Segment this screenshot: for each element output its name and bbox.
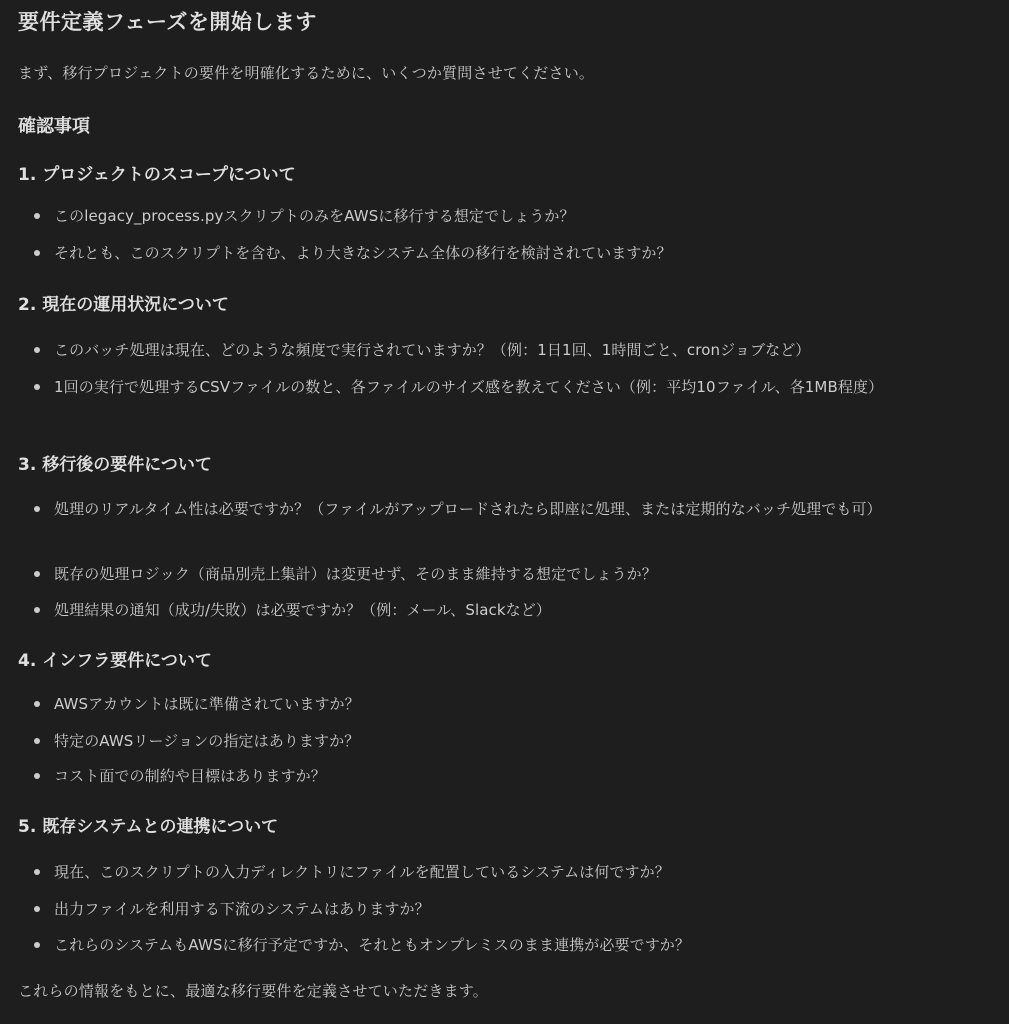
list-item: コスト面での制約や目標はありますか？ [54, 767, 326, 785]
list-item: 処理結果の通知（成功/失敗）は必要ですか？（例：メール、Slackなど） [54, 601, 551, 619]
list-item: それとも、このスクリプトを含む、より大きなシステム全体の移行を検討されていますか？ [54, 244, 672, 262]
bullet-icon [34, 607, 40, 613]
message-title: 要件定義フェーズを開始します [18, 10, 317, 34]
list-item: これらのシステムもAWSに移行予定ですか、それともオンプレミスのまま連携が必要ですか？ [54, 936, 690, 954]
list-item: このバッチ処理は現在、どのような頻度で実行されていますか？（例：1日1回、1時間ごと、cronジョブなど） [54, 341, 811, 359]
bullet-icon [34, 869, 40, 875]
section-2-title: 2. 現在の運用状況について [18, 295, 229, 315]
section-4-title: 4. インフラ要件について [18, 651, 212, 671]
section-5-title: 5. 既存システムとの連携について [18, 817, 279, 837]
list-item: 特定のAWSリージョンの指定はありますか？ [54, 732, 360, 750]
confirmation-heading: 確認事項 [18, 116, 90, 137]
list-item: AWSアカウントは既に準備されていますか？ [54, 695, 360, 713]
bullet-icon [34, 942, 40, 948]
closing-text: これらの情報をもとに、最適な移行要件を定義させていただきます。 [18, 982, 489, 1000]
section-1-title: 1. プロジェクトのスコープについて [18, 165, 296, 185]
bullet-icon [34, 738, 40, 744]
bullet-icon [34, 701, 40, 707]
list-item: 出力ファイルを利用する下流のシステムはありますか？ [54, 900, 430, 918]
bullet-icon [34, 906, 40, 912]
intro-text: まず、移行プロジェクトの要件を明確化するために、いくつか質問させてください。 [18, 64, 595, 82]
list-item: 現在、このスクリプトの入力ディレクトリにファイルを配置しているシステムは何ですか？ [54, 863, 670, 881]
list-item: 処理のリアルタイム性は必要ですか？（ファイルがアップロードされたら即座に処理、または定期的なバッチ処理でも可） [54, 500, 882, 518]
list-item: 既存の処理ロジック（商品別売上集計）は変更せず、そのまま維持する想定でしょうか？ [54, 565, 657, 583]
section-3-title: 3. 移行後の要件について [18, 455, 212, 475]
bullet-icon [34, 571, 40, 577]
bullet-icon [34, 213, 40, 219]
bullet-icon [34, 506, 40, 512]
bullet-icon [34, 250, 40, 256]
bullet-icon [34, 384, 40, 390]
list-item: 1回の実行で処理するCSVファイルの数と、各ファイルのサイズ感を教えてください（例：平均10ファイル、各1MB程度） [54, 378, 884, 396]
bullet-icon [34, 773, 40, 779]
bullet-icon [34, 347, 40, 353]
list-item: このlegacy_process.pyスクリプトのみをAWSに移行する想定でしょうか？ [54, 207, 575, 225]
